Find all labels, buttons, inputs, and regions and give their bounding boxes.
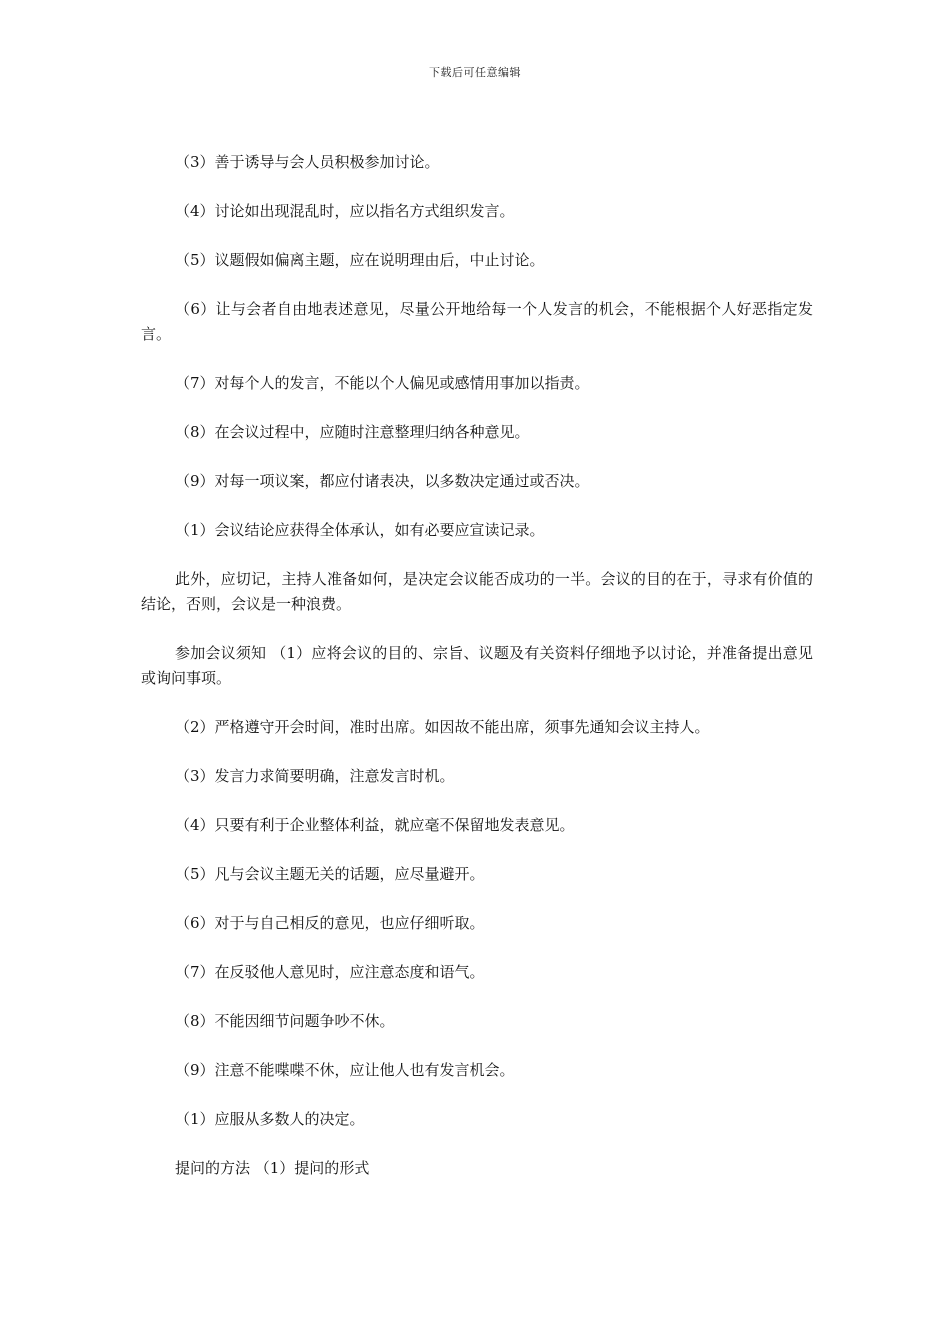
paragraph: （5）凡与会议主题无关的话题，应尽量避开。 <box>175 865 485 883</box>
paragraph: （6）让与会者自由地表述意见，尽量公开地给每一个人发言的机会，不能根据个人好恶指定发言。 <box>141 300 813 343</box>
paragraph: （7）对每个人的发言，不能以个人偏见或感情用事加以指责。 <box>175 374 590 392</box>
paragraph: 参加会议须知 （1）应将会议的目的、宗旨、议题及有关资料仔细地予以讨论，并准备提出意见或询问事项。 <box>141 644 813 687</box>
paragraph: （1）会议结论应获得全体承认，如有必要应宣读记录。 <box>175 521 545 539</box>
paragraph: （4）讨论如出现混乱时，应以指名方式组织发言。 <box>175 202 515 220</box>
paragraph: （4）只要有利于企业整体利益，就应毫不保留地发表意见。 <box>175 816 575 834</box>
paragraph: 此外，应切记，主持人准备如何，是决定会议能否成功的一半。会议的目的在于，寻求有价值的结论，否则，会议是一种浪费。 <box>141 570 813 613</box>
paragraph: （9）对每一项议案，都应付诸表决，以多数决定通过或否决。 <box>175 472 590 490</box>
paragraph: （9）注意不能喋喋不休，应让他人也有发言机会。 <box>175 1061 515 1079</box>
paragraph: （8）不能因细节问题争吵不休。 <box>175 1012 395 1030</box>
document-body <box>141 150 813 1205</box>
paragraph: （3）发言力求简要明确，注意发言时机。 <box>175 767 455 785</box>
paragraph: （8）在会议过程中，应随时注意整理归纳各种意见。 <box>175 423 530 441</box>
paragraph: （3）善于诱导与会人员积极参加讨论。 <box>175 153 440 171</box>
paragraph: （2）严格遵守开会时间，准时出席。如因故不能出席，须事先通知会议主持人。 <box>175 718 710 736</box>
paragraph: （1）应服从多数人的决定。 <box>175 1110 365 1128</box>
paragraph: （5）议题假如偏离主题，应在说明理由后，中止讨论。 <box>175 251 545 269</box>
paragraph: （7）在反驳他人意见时，应注意态度和语气。 <box>175 963 485 981</box>
paragraph: 提问的方法 （1）提问的形式 <box>175 1159 370 1177</box>
paragraph: （6）对于与自己相反的意见，也应仔细听取。 <box>175 914 485 932</box>
page-header: 下载后可任意编辑 <box>429 66 521 79</box>
